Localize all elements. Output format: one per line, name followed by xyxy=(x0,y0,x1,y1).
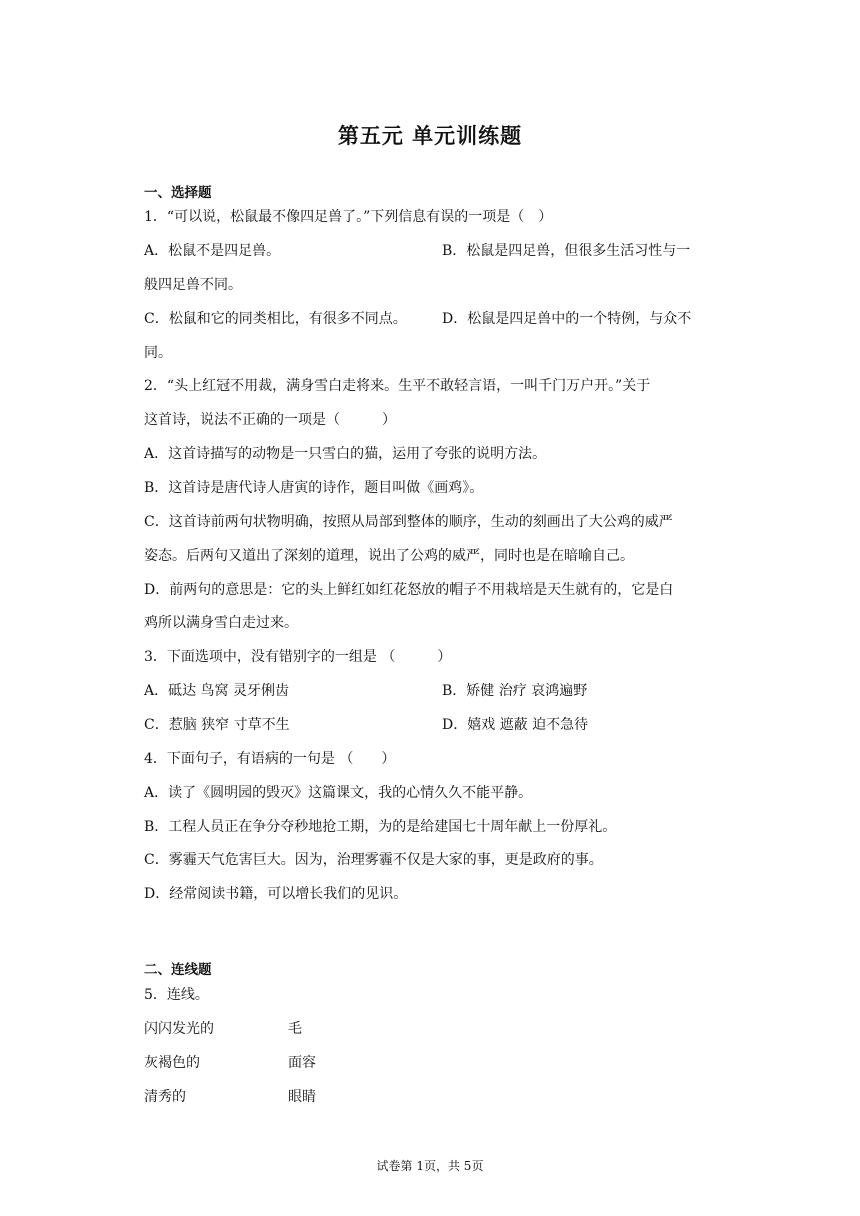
question-3-stem: 3．下面选项中，没有错别字的一组是 （ ） xyxy=(144,649,452,665)
question-1-option-d-continued: 同。 xyxy=(144,345,172,361)
question-1-stem: 1．“可以说，松鼠最不像四足兽了。”下列信息有误的一项是（ ） xyxy=(144,209,553,225)
question-3-option-a: A．砥达 鸟窝 灵牙俐齿 xyxy=(144,683,290,699)
question-3-option-c: C．惹脑 狭窄 寸草不生 xyxy=(144,717,290,733)
question-4-option-b: B．工程人员正在争分夺秒地抢工期，为的是给建国七十周年献上一份厚礼。 xyxy=(144,819,617,835)
question-2-option-d: D．前两句的意思是：它的头上鲜红如红花怒放的帽子不用栽培是天生就有的，它是白 xyxy=(144,582,674,598)
match-left-item: 灰褐色的 xyxy=(144,1055,200,1071)
question-1-option-c: C．松鼠和它的同类相比，有很多不同点。 xyxy=(144,311,407,327)
question-3-option-b: B．矫健 治疗 哀鸿遍野 xyxy=(442,683,588,699)
question-2-option-b: B．这首诗是唐代诗人唐寅的诗作，题目叫做《画鸡》。 xyxy=(144,480,484,496)
question-2-stem: 2．“头上红冠不用裁，满身雪白走将来。生平不敢轻言语，一叫千门万户开。”关于 xyxy=(144,378,651,394)
question-1-option-a: A．松鼠不是四足兽。 xyxy=(144,243,281,259)
question-4-option-c: C．雾霾天气危害巨大。因为，治理雾霾不仅是大家的事，更是政府的事。 xyxy=(144,852,603,868)
page-title: 第五元 单元训练题 xyxy=(337,124,523,148)
match-right-item: 眼睛 xyxy=(288,1089,316,1105)
match-right-item: 面容 xyxy=(288,1055,316,1071)
question-4-option-a: A．读了《圆明园的毁灭》这篇课文，我的心情久久不能平静。 xyxy=(144,785,533,801)
question-4-stem: 4．下面句子，有语病的一句是 （ ） xyxy=(144,751,396,767)
question-2-option-c-continued: 姿态。后两句又道出了深刻的道理，说出了公鸡的威严，同时也是在暗喻自己。 xyxy=(144,548,634,564)
question-2-stem-continued: 这首诗，说法不正确的一项是（ ） xyxy=(144,412,396,428)
section-heading-matching: 二、连线题 xyxy=(144,962,212,978)
question-2-option-d-continued: 鸡所以满身雪白走过来。 xyxy=(144,615,298,631)
question-2-option-a: A．这首诗描写的动物是一只雪白的猫，运用了夸张的说明方法。 xyxy=(144,446,547,462)
match-left-item: 清秀的 xyxy=(144,1089,186,1105)
page-footer: 试卷第 1页，共 5页 xyxy=(376,1159,484,1173)
question-4-option-d: D．经常阅读书籍，可以增长我们的见识。 xyxy=(144,886,408,902)
question-2-option-c: C．这首诗前两句状物明确，按照从局部到整体的顺序，生动的刻画出了大公鸡的威严 xyxy=(144,514,673,530)
question-3-option-d: D．嬉戏 遮蔽 迫不急待 xyxy=(442,717,589,733)
question-1-option-b-continued: 般四足兽不同。 xyxy=(144,277,242,293)
match-left-item: 闪闪发光的 xyxy=(144,1021,214,1037)
question-1-option-b: B．松鼠是四足兽，但很多生活习性与一 xyxy=(442,243,691,259)
question-5-stem: 5．连线。 xyxy=(144,987,209,1003)
section-heading-choice: 一、选择题 xyxy=(144,185,212,201)
match-right-item: 毛 xyxy=(288,1021,302,1037)
question-1-option-d: D．松鼠是四足兽中的一个特例，与众不 xyxy=(442,311,692,327)
